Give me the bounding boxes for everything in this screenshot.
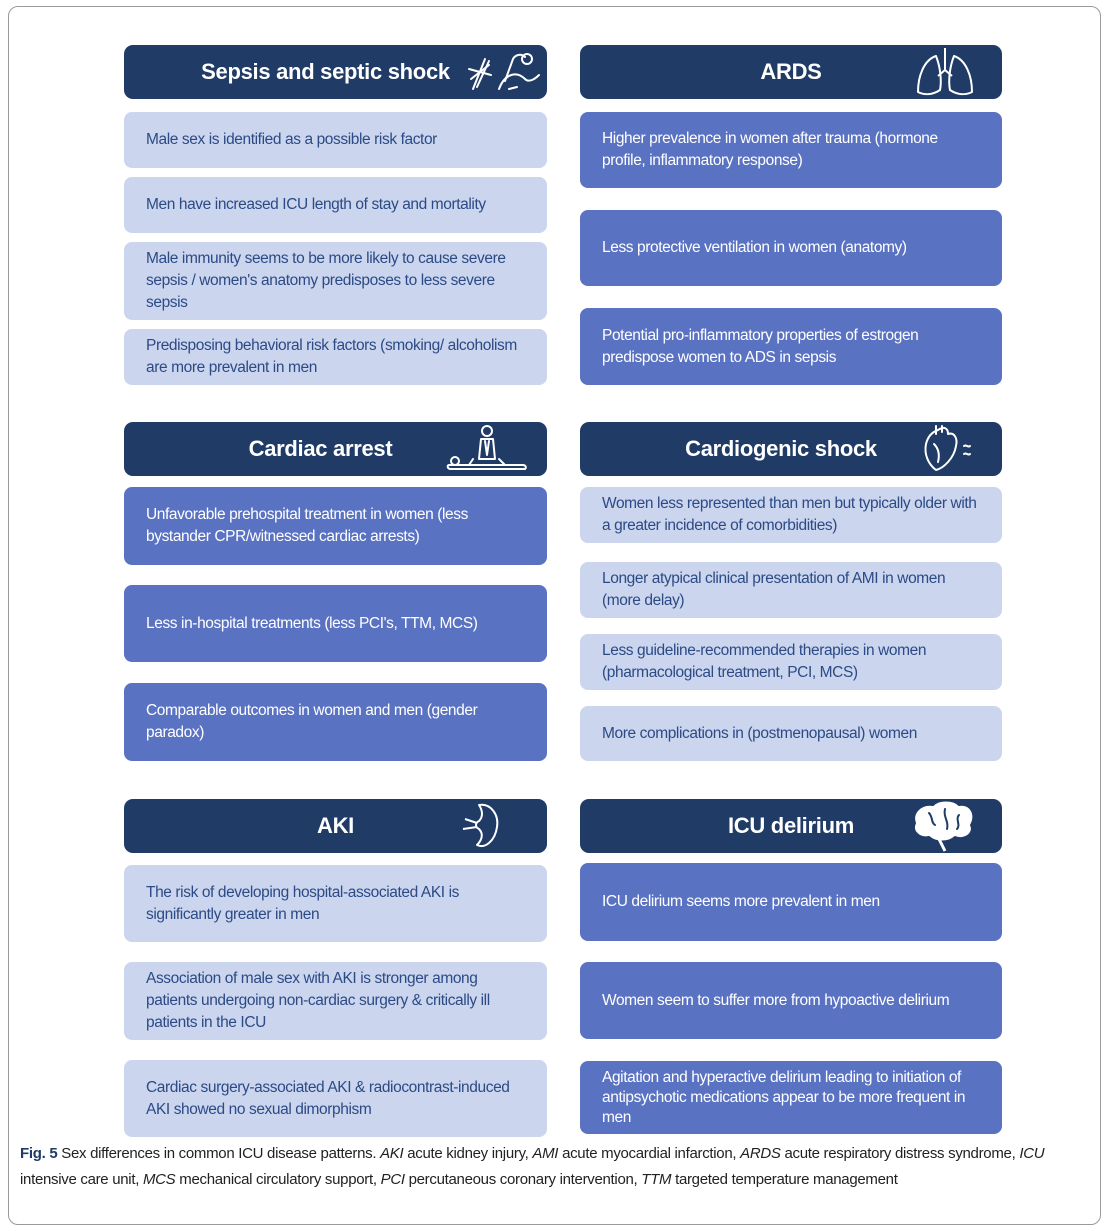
- delirium-item-3: Agitation and hyperactive delirium leading to initiation of antipsychotic medications appear to be more frequent in men: [580, 1061, 1002, 1134]
- bacteria-icon: [464, 47, 544, 97]
- abbr-ami: AMI: [532, 1145, 559, 1162]
- aki-item-2: Association of male sex with AKI is stronger among patients undergoing non-cardiac surgery & critically ill patients in the ICU: [124, 962, 547, 1040]
- abbr-ttm-text: targeted temperature management: [675, 1171, 898, 1188]
- kidney-icon: [450, 801, 510, 851]
- abbr-ards: ARDS: [740, 1145, 781, 1162]
- abbr-icu: ICU: [1019, 1145, 1045, 1162]
- abbr-pci-text: percutaneous coronary intervention,: [408, 1171, 638, 1188]
- panel-header-aki: [124, 799, 547, 853]
- panel-header-cardiogenic-shock: [580, 422, 1002, 476]
- sepsis-item-4: Predisposing behavioral risk factors (smoking/ alcoholism are more prevalent in men: [124, 329, 547, 385]
- abbr-ards-text: acute respiratory distress syndrome,: [784, 1145, 1016, 1162]
- aki-item-1: The risk of developing hospital-associated AKI is significantly greater in men: [124, 865, 547, 942]
- abbr-aki: AKI: [380, 1145, 404, 1162]
- panel-title-delirium: ICU delirium: [728, 813, 854, 838]
- brain-icon: [902, 801, 982, 851]
- abbr-icu-text: intensive care unit,: [20, 1171, 140, 1188]
- cardiac-arrest-item-3: Comparable outcomes in women and men (gender paradox): [124, 683, 547, 761]
- abbr-mcs: MCS: [142, 1171, 176, 1188]
- figure-caption: [20, 1141, 1090, 1193]
- cardiac-arrest-item-1: Unfavorable prehospital treatment in women (less bystander CPR/witnessed cardiac arrests): [124, 487, 547, 565]
- abbr-pci: PCI: [380, 1171, 405, 1188]
- panel-title-ards: ARDS: [760, 59, 822, 84]
- sepsis-item-3: Male immunity seems to be more likely to cause severe sepsis / women's anatomy predisposes to less severe sepsis: [124, 242, 547, 320]
- cardiogenic-item-1: Women less represented than men but typically older with a greater incidence of comorbidities): [580, 487, 1002, 543]
- ards-item-2: Less protective ventilation in women (anatomy): [580, 210, 1002, 286]
- panel-title-aki: AKI: [317, 813, 354, 838]
- aki-item-3: Cardiac surgery-associated AKI & radiocontrast-induced AKI showed no sexual dimorphism: [124, 1060, 547, 1137]
- panel-header-cardiac-arrest: [124, 422, 547, 476]
- panel-title-cardiac-arrest: Cardiac arrest: [248, 436, 393, 461]
- abbr-ami-text: acute myocardial infarction,: [562, 1145, 737, 1162]
- cardiogenic-item-3: Less guideline-recommended therapies in women (pharmacological treatment, PCI, MCS): [580, 634, 1002, 690]
- delirium-item-1: ICU delirium seems more prevalent in men: [580, 863, 1002, 941]
- cardiac-arrest-item-2: Less in-hospital treatments (less PCI's, TTM, MCS): [124, 585, 547, 662]
- cardiogenic-item-4: More complications in (postmenopausal) women: [580, 706, 1002, 761]
- abbr-ttm: TTM: [641, 1171, 672, 1188]
- panel-header-ards: [580, 45, 1002, 99]
- sepsis-item-2: Men have increased ICU length of stay and mortality: [124, 177, 547, 233]
- abbr-mcs-text: mechanical circulatory support,: [179, 1171, 377, 1188]
- panel-header-delirium: [580, 799, 1002, 853]
- delirium-item-2: Women seem to suffer more from hypoactive delirium: [580, 962, 1002, 1039]
- sepsis-item-1: Male sex is identified as a possible risk factor: [124, 112, 547, 168]
- panel-title-cardiogenic-shock: Cardiogenic shock: [685, 436, 877, 461]
- abbr-aki-text: acute kidney injury,: [407, 1145, 529, 1162]
- cardiogenic-item-2: Longer atypical clinical presentation of AMI in women (more delay): [580, 562, 1002, 618]
- figure-title: Sex differences in common ICU disease patterns.: [61, 1145, 377, 1162]
- panel-header-sepsis: [124, 45, 547, 99]
- lungs-icon: [910, 47, 980, 97]
- panel-title-sepsis: Sepsis and septic shock: [201, 59, 450, 84]
- ards-item-1: Higher prevalence in women after trauma (hormone profile, inflammatory response): [580, 112, 1002, 188]
- ards-item-3: Potential pro-inflammatory properties of estrogen predispose women to ADS in sepsis: [580, 308, 1002, 385]
- heart-icon: [915, 424, 985, 474]
- cpr-icon: [442, 424, 532, 474]
- figure-label: Fig. 5: [20, 1145, 58, 1162]
